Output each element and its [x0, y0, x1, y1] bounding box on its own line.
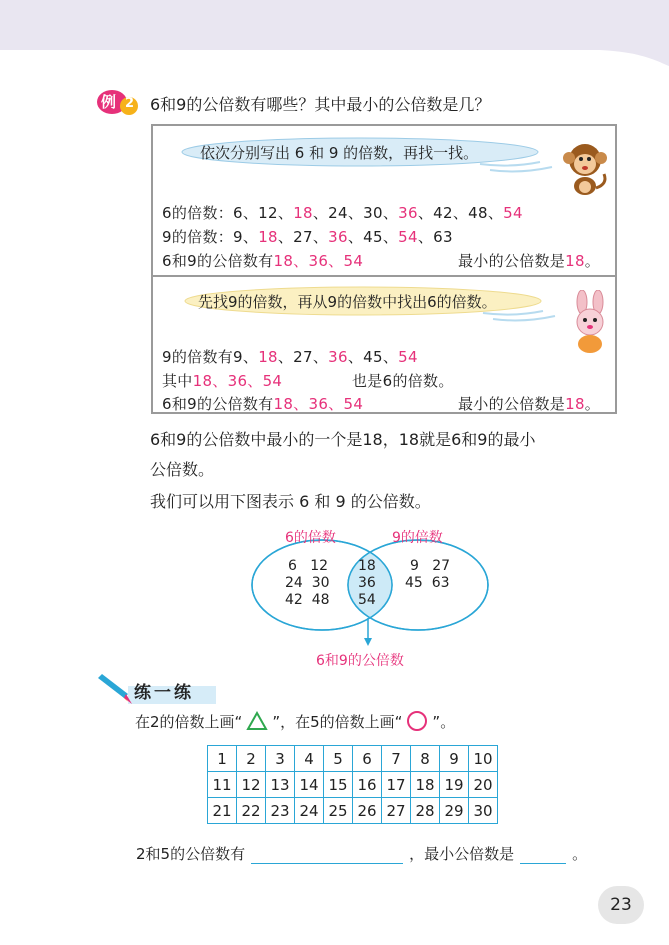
grid-cell[interactable]: 18 [411, 772, 440, 798]
number-grid [207, 745, 498, 824]
method2-line3 [162, 393, 363, 414]
method2-hint: 先找9的倍数，再从9的倍数中找出6的倍数。 [198, 293, 497, 311]
method2-min [458, 393, 600, 414]
text: ”。 [432, 712, 456, 731]
example-question: 6和9的公倍数有哪些？其中最小的公倍数是几？ [150, 95, 491, 114]
grid-cell[interactable]: 19 [440, 772, 469, 798]
grid-cell[interactable]: 14 [295, 772, 324, 798]
grid-cell[interactable]: 13 [266, 772, 295, 798]
example-badge-number: 2 [125, 96, 135, 111]
grid-cell[interactable]: 20 [469, 772, 498, 798]
highlight: 36 [328, 348, 348, 366]
lcm-answer-blank[interactable] [520, 845, 566, 864]
conclusion-line1: 6和9的公倍数中最小的一个是18，18就是6和9的最小 [150, 430, 536, 449]
venn-bottom-label: 6和9的公倍数 [316, 653, 404, 669]
text: 。 [584, 252, 601, 270]
text: 、45、 [347, 348, 399, 366]
grid-cell[interactable]: 26 [353, 798, 382, 824]
solution-separator [151, 275, 617, 277]
grid-cell[interactable]: 8 [411, 746, 440, 772]
venn-common-value: 54 [358, 592, 376, 608]
grid-cell[interactable]: 9 [440, 746, 469, 772]
grid-cell[interactable]: 11 [208, 772, 237, 798]
grid-cell[interactable]: 6 [353, 746, 382, 772]
practice-title: 练一练 [134, 683, 194, 703]
text: ，最小公倍数是 [409, 845, 515, 863]
highlight: 18、36、54 [273, 395, 364, 413]
highlight: 18 [565, 395, 585, 413]
highlight: 54 [398, 348, 418, 366]
method2-line2 [162, 370, 282, 391]
highlight: 54 [398, 228, 418, 246]
venn-left-row: 24 30 [285, 575, 330, 591]
practice-question [136, 843, 587, 864]
grid-cell[interactable]: 3 [266, 746, 295, 772]
text: 。 [572, 845, 588, 863]
text: 、27、 [277, 228, 329, 246]
grid-cell[interactable]: 17 [382, 772, 411, 798]
text: 2和5的公倍数有 [136, 845, 246, 863]
example-badge-text: 例 [101, 93, 117, 111]
method2-line2-suffix: 也是6的倍数。 [352, 372, 454, 390]
highlight: 18 [258, 228, 278, 246]
conclusion-line2: 公倍数。 [150, 460, 215, 479]
text: 9的倍数有9、 [162, 348, 259, 366]
method1-min [458, 250, 600, 271]
highlight: 18、36、54 [192, 372, 283, 390]
grid-row [208, 798, 498, 824]
venn-left-row: 6 12 [288, 558, 329, 574]
text: 、45、 [347, 228, 399, 246]
text: 最小的公倍数是 [458, 395, 566, 413]
method1-line2 [162, 226, 453, 247]
text: 在2的倍数上画“ [135, 712, 243, 731]
highlight: 36 [328, 228, 348, 246]
page-number: 23 [598, 886, 644, 924]
text: 其中 [162, 372, 193, 390]
grid-cell[interactable]: 22 [237, 798, 266, 824]
grid-cell[interactable]: 21 [208, 798, 237, 824]
highlight: 18 [258, 348, 278, 366]
method2-line1 [162, 346, 418, 367]
method1-line3 [162, 250, 363, 271]
venn-right-row: 45 63 [405, 575, 450, 591]
practice-instruction [135, 710, 455, 732]
grid-row [208, 746, 498, 772]
method1-hint: 依次分别写出 6 和 9 的倍数，再找一找。 [200, 144, 479, 162]
text: ”，在5的倍数上画“ [272, 712, 403, 731]
text: 、24、30、 [312, 204, 399, 222]
common-multiples-answer-blank[interactable] [251, 845, 403, 864]
grid-cell[interactable]: 23 [266, 798, 295, 824]
text: 。 [584, 395, 601, 413]
grid-cell[interactable]: 4 [295, 746, 324, 772]
grid-cell[interactable]: 15 [324, 772, 353, 798]
venn-left-label: 6的倍数 [285, 530, 336, 546]
text: 最小的公倍数是 [458, 252, 566, 270]
text: 、63 [417, 228, 453, 246]
text: 、42、48、 [417, 204, 504, 222]
top-banner [0, 0, 669, 66]
grid-cell[interactable]: 2 [237, 746, 266, 772]
circle-icon [406, 710, 428, 732]
monkey-icon [560, 140, 610, 196]
text: 6和9的公倍数有 [162, 252, 274, 270]
grid-cell[interactable]: 25 [324, 798, 353, 824]
venn-right-row: 9 27 [410, 558, 451, 574]
text: 6和9的公倍数有 [162, 395, 274, 413]
grid-cell[interactable]: 28 [411, 798, 440, 824]
grid-cell[interactable]: 24 [295, 798, 324, 824]
highlight: 54 [503, 204, 523, 222]
venn-left-row: 42 48 [285, 592, 330, 608]
highlight: 18、36、54 [273, 252, 364, 270]
practice-header [98, 672, 218, 706]
highlight: 18 [293, 204, 313, 222]
grid-cell[interactable]: 5 [324, 746, 353, 772]
highlight: 36 [398, 204, 418, 222]
conclusion-line3: 我们可以用下图表示 6 和 9 的公倍数。 [150, 492, 431, 511]
grid-cell[interactable]: 30 [469, 798, 498, 824]
grid-cell[interactable]: 29 [440, 798, 469, 824]
text: 6的倍数：6、12、 [162, 204, 294, 222]
grid-cell[interactable]: 27 [382, 798, 411, 824]
grid-cell[interactable]: 16 [353, 772, 382, 798]
grid-cell[interactable]: 1 [208, 746, 237, 772]
grid-cell[interactable]: 12 [237, 772, 266, 798]
highlight: 18 [565, 252, 585, 270]
venn-right-label: 9的倍数 [392, 530, 443, 546]
grid-row [208, 772, 498, 798]
venn-common-value: 18 [358, 558, 376, 574]
example-badge [96, 88, 138, 116]
rabbit-icon [566, 290, 612, 354]
grid-cell[interactable]: 10 [469, 746, 498, 772]
text: 9的倍数：9、 [162, 228, 259, 246]
method1-line1 [162, 202, 523, 223]
grid-cell[interactable]: 7 [382, 746, 411, 772]
text: 、27、 [277, 348, 329, 366]
triangle-icon [246, 711, 268, 731]
venn-common-value: 36 [358, 575, 376, 591]
